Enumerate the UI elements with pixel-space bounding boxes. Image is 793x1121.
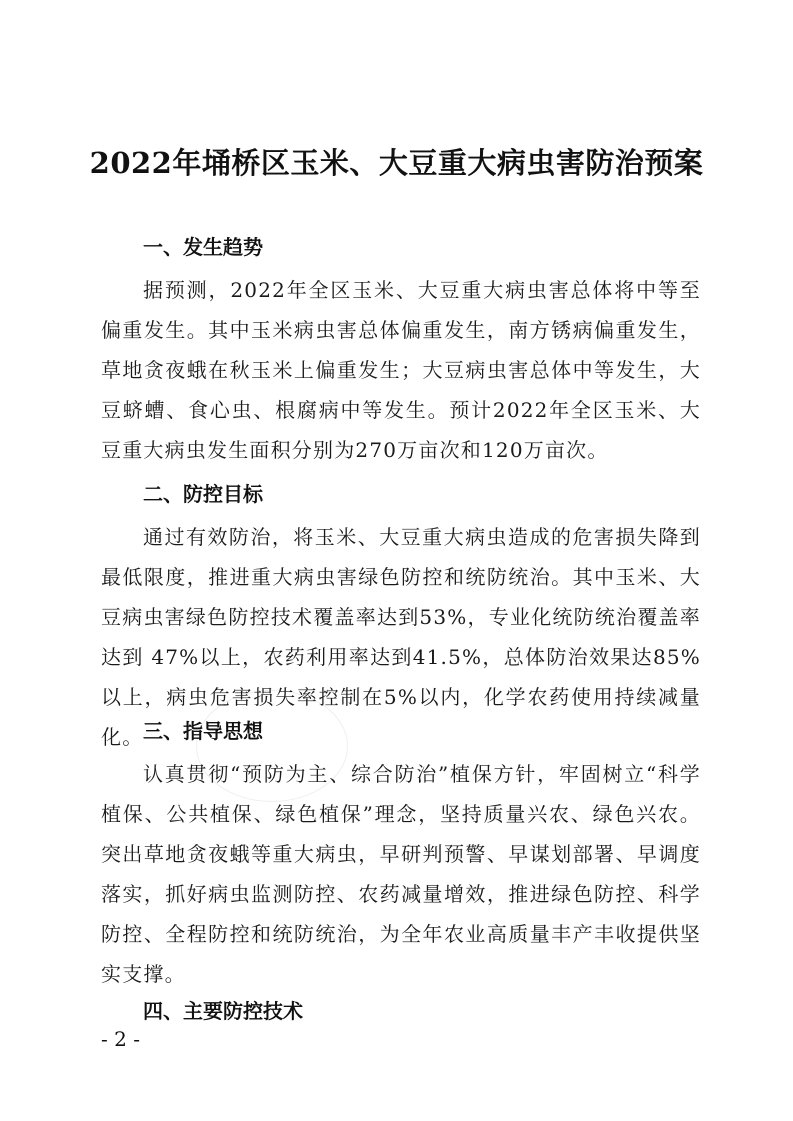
section-paragraph-1: 据预测，2022年全区玉米、大豆重大病虫害总体将中等至偏重发生。其中玉米病虫害总体偏重发生，南方锈病偏重发生，草地贪夜蛾在秋玉米上偏重发生；大豆病虫害总体中等发生，大豆蛴螬、食心虫、根腐病中等发生。预计2022年全区玉米、大豆重大病虫发生面积分别为270万亩次和120万亩次。 [101, 278, 701, 462]
section-heading-1: 一、发生趋势 [143, 235, 263, 259]
section-paragraph-2: 通过有效防治，将玉米、大豆重大病虫造成的危害损失降到最低限度，推进重大病虫害绿色防控和统防统治。其中玉米、大豆病虫害绿色防控技术覆盖率达到53%，专业化统防统治覆盖率达到 47%以上，农药利用率达到41.5%，总体防治效果达85%以上，病虫危害损失率控制在5%以内，化学农药使用持续减量化。 [101, 525, 701, 749]
section-paragraph-3: 认真贯彻“预防为主、综合防治”植保方针，牢固树立“科学植保、公共植保、绿色植保”理念，坚持质量兴农、绿色兴农。突出草地贪夜蛾等重大病虫，早研判预警、早谋划部署、早调度落实，抓好病虫监测防控、农药减量增效，推进绿色防控、科学防控、全程防控和统防统治，为全年农业高质量丰产丰收提供坚实支撑。 [101, 762, 701, 986]
section-heading-2: 二、防控目标 [143, 482, 263, 506]
section-heading-3: 三、指导思想 [143, 719, 263, 743]
document-title: 2022年埇桥区玉米、大豆重大病虫害防治预案 [89, 146, 704, 180]
page-number: - 2 - [101, 1027, 140, 1051]
section-heading-4: 四、主要防控技术 [143, 999, 303, 1023]
